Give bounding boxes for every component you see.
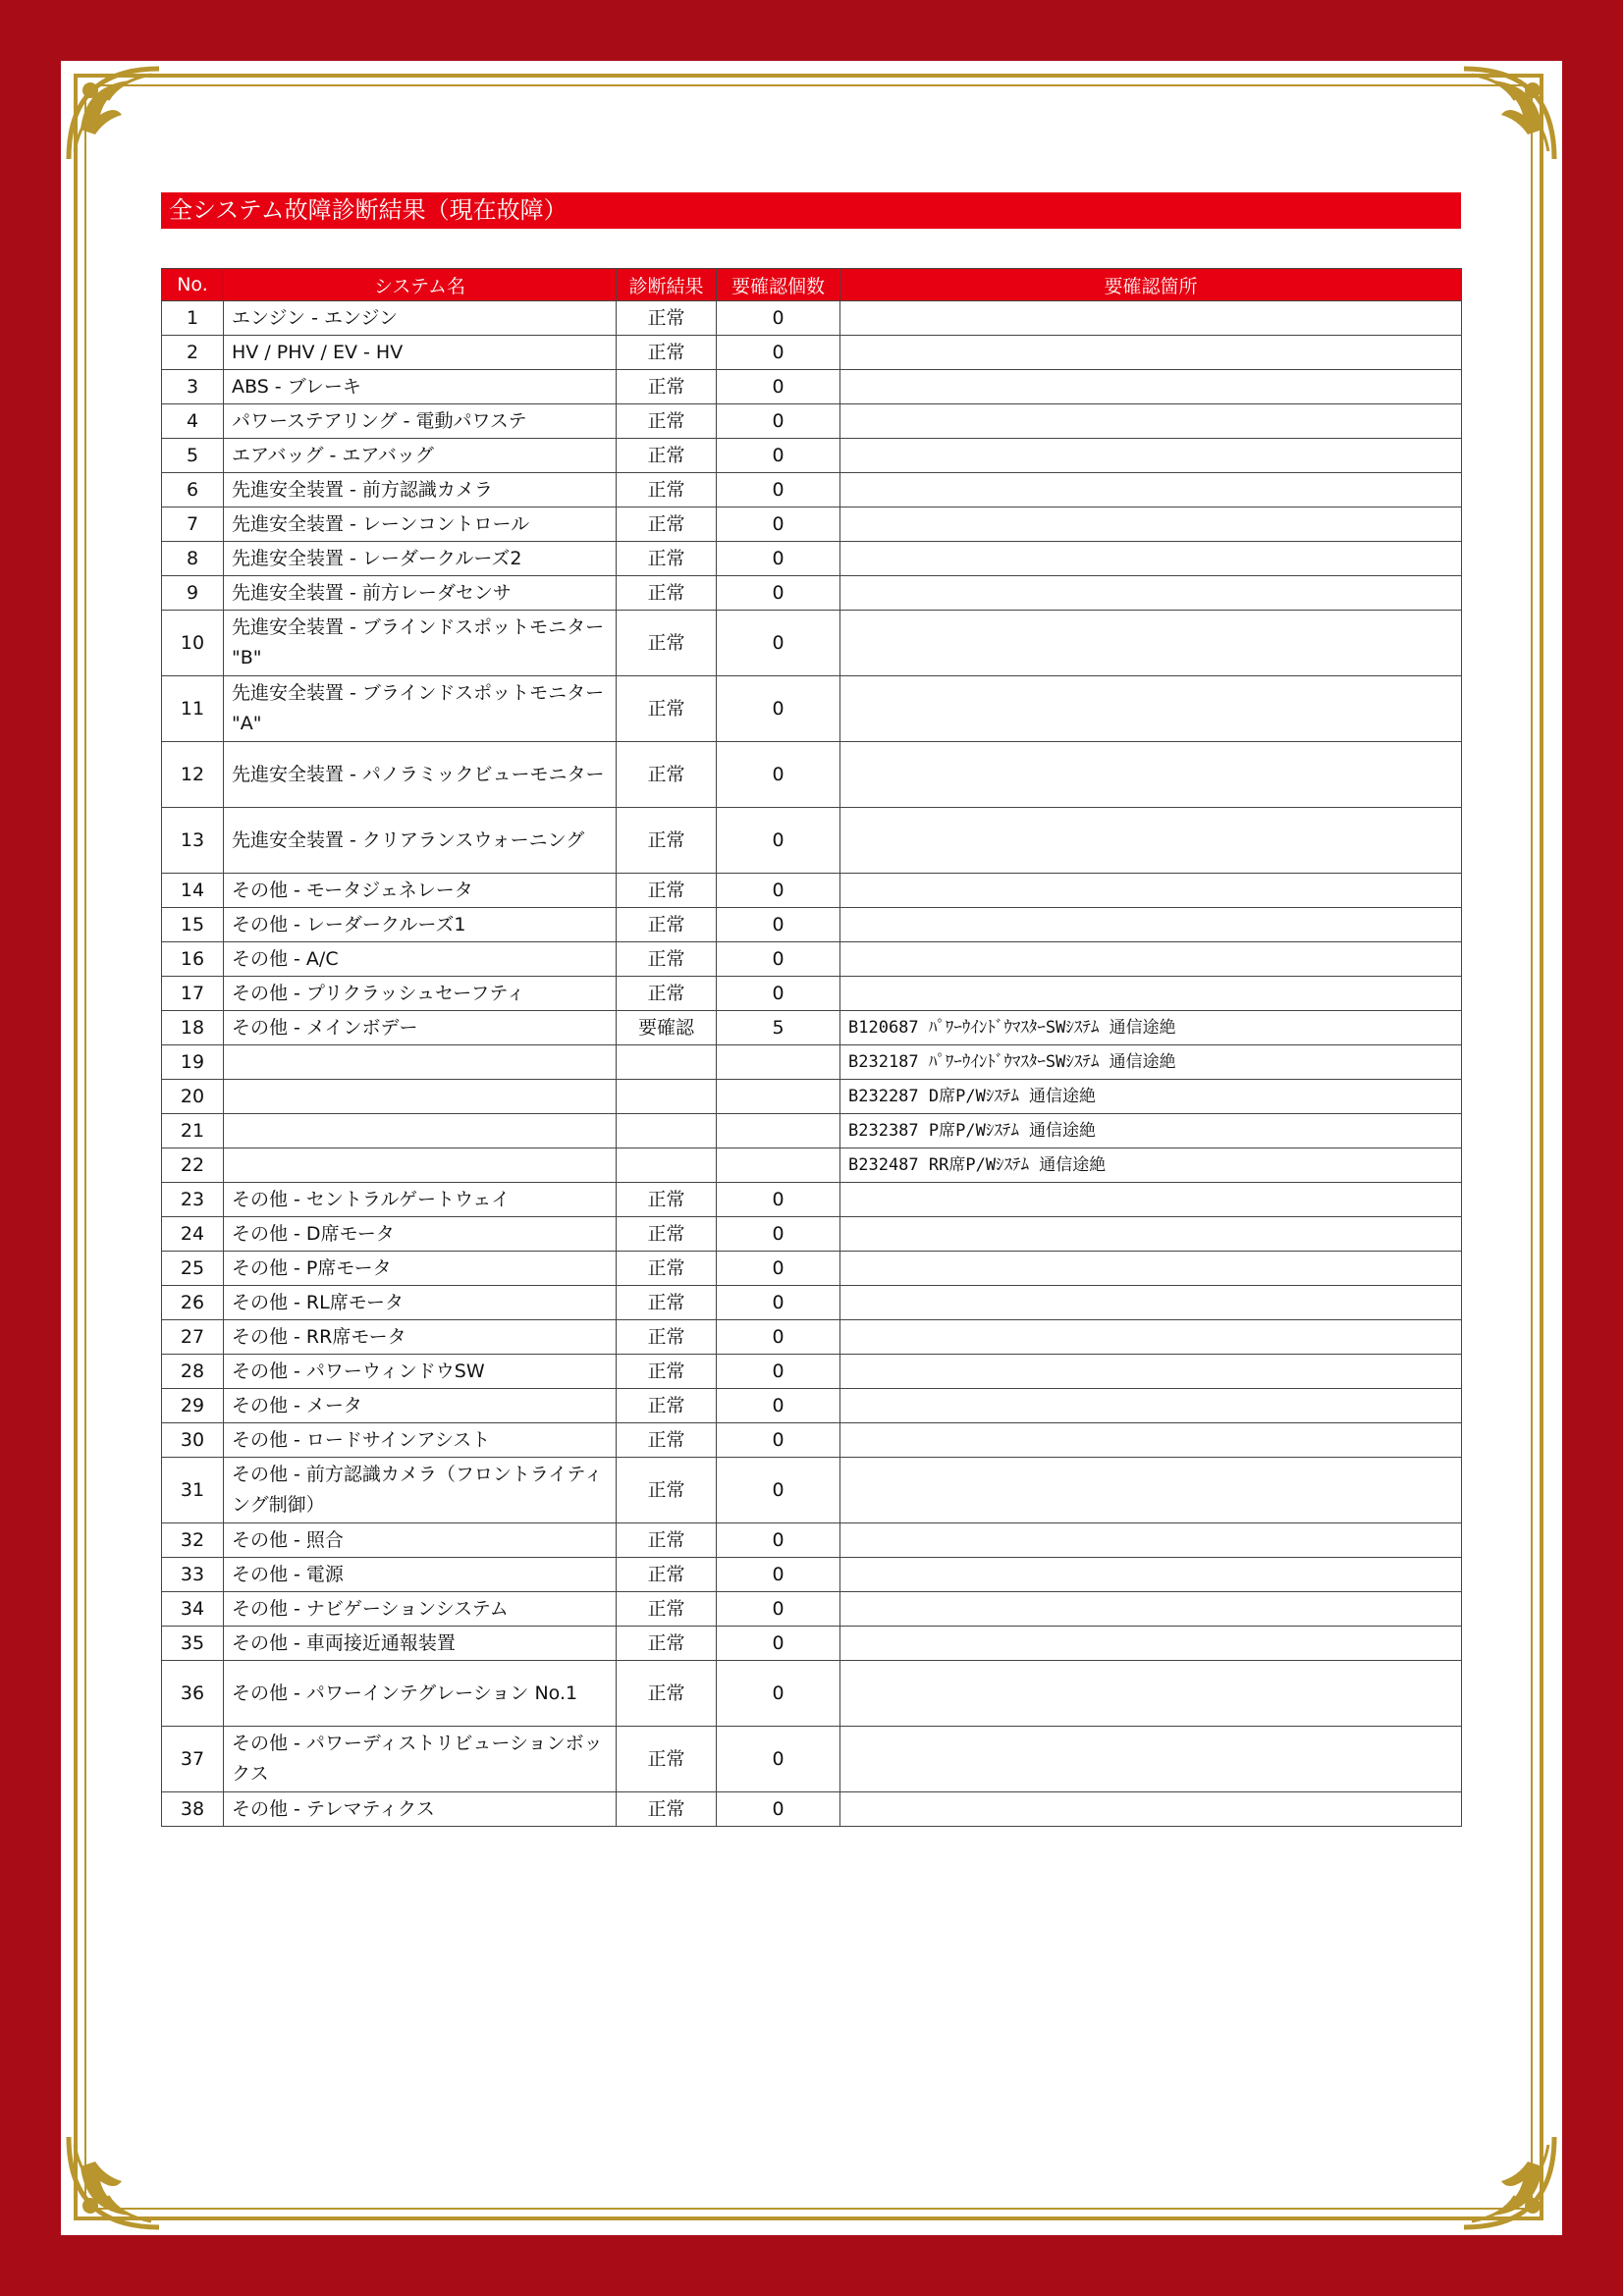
row-system: その他 - RL席モータ — [224, 1286, 617, 1320]
row-system: HV / PHV / EV - HV — [224, 336, 617, 370]
table-row — [162, 1558, 1462, 1592]
row-no: 19 — [162, 1045, 224, 1080]
table-row — [162, 576, 1462, 611]
row-count: 0 — [717, 676, 840, 742]
row-no: 10 — [162, 611, 224, 676]
row-result: 正常 — [617, 301, 717, 336]
row-location — [840, 1183, 1462, 1217]
row-result: 正常 — [617, 439, 717, 473]
corner-ornament-icon — [61, 2127, 169, 2235]
row-location — [840, 1355, 1462, 1389]
row-system: パワーステアリング - 電動パワステ — [224, 404, 617, 439]
row-no: 22 — [162, 1148, 224, 1183]
row-count: 0 — [717, 942, 840, 977]
row-count: 0 — [717, 808, 840, 874]
row-no: 14 — [162, 874, 224, 908]
table-row — [162, 942, 1462, 977]
row-result: 正常 — [617, 576, 717, 611]
row-location — [840, 1320, 1462, 1355]
table-row — [162, 1183, 1462, 1217]
corner-ornament-icon — [1454, 2127, 1562, 2235]
row-location — [840, 611, 1462, 676]
row-system: その他 - テレマティクス — [224, 1792, 617, 1827]
corner-ornament-icon — [1454, 61, 1562, 169]
row-result: 正常 — [617, 404, 717, 439]
row-system: 先進安全装置 - パノラミックビューモニター — [224, 742, 617, 808]
row-count: 0 — [717, 301, 840, 336]
row-location — [840, 336, 1462, 370]
table-row — [162, 404, 1462, 439]
table-row — [162, 1252, 1462, 1286]
table-row — [162, 1148, 1462, 1183]
row-system: 先進安全装置 - ブラインドスポットモニター "B" — [224, 611, 617, 676]
row-result: 正常 — [617, 507, 717, 542]
row-location — [840, 1592, 1462, 1627]
row-result — [617, 1045, 717, 1080]
row-count: 0 — [717, 611, 840, 676]
row-result: 正常 — [617, 908, 717, 942]
row-system: その他 - P席モータ — [224, 1252, 617, 1286]
row-system: その他 - パワーインテグレーション No.1 — [224, 1661, 617, 1727]
row-no: 11 — [162, 676, 224, 742]
table-row — [162, 1523, 1462, 1558]
header-location: 要確認箇所 — [840, 269, 1462, 301]
row-no: 21 — [162, 1114, 224, 1148]
row-count: 0 — [717, 1558, 840, 1592]
row-no: 2 — [162, 336, 224, 370]
table-body — [162, 301, 1462, 1827]
row-count: 0 — [717, 439, 840, 473]
row-no: 25 — [162, 1252, 224, 1286]
table-row — [162, 1011, 1462, 1045]
row-location: B232287 D席P/Wｼｽﾃﾑ 通信途絶 — [840, 1080, 1462, 1114]
row-no: 20 — [162, 1080, 224, 1114]
row-count: 0 — [717, 473, 840, 507]
row-result: 正常 — [617, 1389, 717, 1423]
row-result: 正常 — [617, 370, 717, 404]
row-location — [840, 1661, 1462, 1727]
row-location — [840, 1286, 1462, 1320]
row-system — [224, 1114, 617, 1148]
row-result: 正常 — [617, 1558, 717, 1592]
row-no: 26 — [162, 1286, 224, 1320]
row-location: B232387 P席P/Wｼｽﾃﾑ 通信途絶 — [840, 1114, 1462, 1148]
row-result — [617, 1148, 717, 1183]
row-count: 5 — [717, 1011, 840, 1045]
table-row — [162, 808, 1462, 874]
row-no: 23 — [162, 1183, 224, 1217]
table-row — [162, 1045, 1462, 1080]
row-location — [840, 542, 1462, 576]
table-row — [162, 370, 1462, 404]
row-system: その他 - レーダークルーズ1 — [224, 908, 617, 942]
row-result: 正常 — [617, 942, 717, 977]
row-result: 正常 — [617, 1792, 717, 1827]
row-count: 0 — [717, 1320, 840, 1355]
row-no: 30 — [162, 1423, 224, 1458]
row-count — [717, 1148, 840, 1183]
row-count: 0 — [717, 370, 840, 404]
table-row — [162, 1080, 1462, 1114]
row-count: 0 — [717, 1286, 840, 1320]
row-location — [840, 1389, 1462, 1423]
row-system: エンジン - エンジン — [224, 301, 617, 336]
table-row — [162, 1727, 1462, 1792]
row-result: 正常 — [617, 1523, 717, 1558]
row-system: その他 - メータ — [224, 1389, 617, 1423]
row-count: 0 — [717, 1252, 840, 1286]
row-result: 正常 — [617, 977, 717, 1011]
row-result: 正常 — [617, 473, 717, 507]
row-system: その他 - D席モータ — [224, 1217, 617, 1252]
table-row — [162, 336, 1462, 370]
row-count: 0 — [717, 1592, 840, 1627]
table-row — [162, 977, 1462, 1011]
report-title: 全システム故障診断結果（現在故障） — [161, 192, 1461, 229]
table-row — [162, 1458, 1462, 1523]
row-count: 0 — [717, 1458, 840, 1523]
row-count: 0 — [717, 1183, 840, 1217]
header-result: 診断結果 — [617, 269, 717, 301]
row-result: 正常 — [617, 1320, 717, 1355]
row-count: 0 — [717, 336, 840, 370]
row-no: 5 — [162, 439, 224, 473]
row-result: 正常 — [617, 742, 717, 808]
row-location — [840, 1458, 1462, 1523]
table-row — [162, 1217, 1462, 1252]
row-no: 28 — [162, 1355, 224, 1389]
row-system — [224, 1045, 617, 1080]
row-system: その他 - ロードサインアシスト — [224, 1423, 617, 1458]
row-location — [840, 1627, 1462, 1661]
row-count: 0 — [717, 1423, 840, 1458]
row-system — [224, 1080, 617, 1114]
row-location — [840, 1792, 1462, 1827]
table-row — [162, 611, 1462, 676]
table-row — [162, 1355, 1462, 1389]
row-system: その他 - パワーディストリビューションボックス — [224, 1727, 617, 1792]
row-count: 0 — [717, 1627, 840, 1661]
row-system: 先進安全装置 - 前方レーダセンサ — [224, 576, 617, 611]
row-no: 34 — [162, 1592, 224, 1627]
row-no: 33 — [162, 1558, 224, 1592]
row-result: 正常 — [617, 676, 717, 742]
row-location — [840, 370, 1462, 404]
row-result: 正常 — [617, 1423, 717, 1458]
table-row — [162, 1792, 1462, 1827]
row-system: 先進安全装置 - クリアランスウォーニング — [224, 808, 617, 874]
row-location: B232187 ﾊﾟﾜｰｳｲﾝﾄﾞｳﾏｽﾀｰSWｼｽﾃﾑ 通信途絶 — [840, 1045, 1462, 1080]
row-count: 0 — [717, 1355, 840, 1389]
table-row — [162, 874, 1462, 908]
table-row — [162, 1389, 1462, 1423]
row-system: その他 - RR席モータ — [224, 1320, 617, 1355]
row-result: 正常 — [617, 542, 717, 576]
row-location — [840, 1423, 1462, 1458]
table-row — [162, 1592, 1462, 1627]
row-no: 36 — [162, 1661, 224, 1727]
row-no: 12 — [162, 742, 224, 808]
row-result: 正常 — [617, 808, 717, 874]
row-result: 正常 — [617, 1458, 717, 1523]
row-location — [840, 439, 1462, 473]
row-location — [840, 908, 1462, 942]
header-no: No. — [162, 269, 224, 301]
row-no: 13 — [162, 808, 224, 874]
row-result: 正常 — [617, 1727, 717, 1792]
corner-ornament-icon — [61, 61, 169, 169]
row-location — [840, 942, 1462, 977]
row-location — [840, 742, 1462, 808]
row-count: 0 — [717, 1727, 840, 1792]
row-no: 3 — [162, 370, 224, 404]
row-count: 0 — [717, 1389, 840, 1423]
row-count: 0 — [717, 542, 840, 576]
row-no: 24 — [162, 1217, 224, 1252]
row-count — [717, 1045, 840, 1080]
row-no: 16 — [162, 942, 224, 977]
row-no: 1 — [162, 301, 224, 336]
row-location — [840, 404, 1462, 439]
row-no: 17 — [162, 977, 224, 1011]
row-location: B120687 ﾊﾟﾜｰｳｲﾝﾄﾞｳﾏｽﾀｰSWｼｽﾃﾑ 通信途絶 — [840, 1011, 1462, 1045]
row-location — [840, 1727, 1462, 1792]
row-no: 38 — [162, 1792, 224, 1827]
row-location — [840, 1523, 1462, 1558]
row-count: 0 — [717, 874, 840, 908]
row-location — [840, 977, 1462, 1011]
row-count — [717, 1080, 840, 1114]
row-count: 0 — [717, 977, 840, 1011]
row-result: 正常 — [617, 336, 717, 370]
row-system — [224, 1148, 617, 1183]
row-result — [617, 1114, 717, 1148]
row-count: 0 — [717, 507, 840, 542]
table-row — [162, 1114, 1462, 1148]
table-row — [162, 542, 1462, 576]
header-count: 要確認個数 — [717, 269, 840, 301]
row-no: 29 — [162, 1389, 224, 1423]
header-system: システム名 — [224, 269, 617, 301]
row-no: 35 — [162, 1627, 224, 1661]
row-result: 要確認 — [617, 1011, 717, 1045]
row-result: 正常 — [617, 611, 717, 676]
row-system: 先進安全装置 - レーンコントロール — [224, 507, 617, 542]
row-result: 正常 — [617, 1592, 717, 1627]
row-system: その他 - 車両接近通報装置 — [224, 1627, 617, 1661]
row-no: 6 — [162, 473, 224, 507]
table-row — [162, 742, 1462, 808]
row-system: 先進安全装置 - ブラインドスポットモニター "A" — [224, 676, 617, 742]
row-system: その他 - セントラルゲートウェイ — [224, 1183, 617, 1217]
row-no: 37 — [162, 1727, 224, 1792]
row-no: 4 — [162, 404, 224, 439]
table-row — [162, 1423, 1462, 1458]
diagnosis-table — [161, 268, 1462, 1827]
table-row — [162, 908, 1462, 942]
table-row — [162, 1320, 1462, 1355]
row-count: 0 — [717, 908, 840, 942]
row-count: 0 — [717, 1661, 840, 1727]
table-row — [162, 1286, 1462, 1320]
row-system: その他 - ナビゲーションシステム — [224, 1592, 617, 1627]
row-result: 正常 — [617, 1661, 717, 1727]
table-row — [162, 676, 1462, 742]
table-row — [162, 439, 1462, 473]
table-row — [162, 301, 1462, 336]
row-count: 0 — [717, 404, 840, 439]
row-count: 0 — [717, 1217, 840, 1252]
row-count: 0 — [717, 576, 840, 611]
row-location — [840, 808, 1462, 874]
row-location — [840, 1558, 1462, 1592]
row-location — [840, 676, 1462, 742]
row-system: その他 - メインボデー — [224, 1011, 617, 1045]
row-system: エアバッグ - エアバッグ — [224, 439, 617, 473]
row-system: 先進安全装置 - レーダークルーズ2 — [224, 542, 617, 576]
table-row — [162, 1661, 1462, 1727]
table-header-row — [162, 269, 1462, 301]
table-row — [162, 473, 1462, 507]
row-system: ABS - ブレーキ — [224, 370, 617, 404]
row-no: 8 — [162, 542, 224, 576]
row-system: その他 - プリクラッシュセーフティ — [224, 977, 617, 1011]
row-system: その他 - A/C — [224, 942, 617, 977]
row-system: その他 - 電源 — [224, 1558, 617, 1592]
row-result: 正常 — [617, 1183, 717, 1217]
row-location — [840, 507, 1462, 542]
row-location — [840, 473, 1462, 507]
row-system: その他 - 前方認識カメラ（フロントライティング制御） — [224, 1458, 617, 1523]
row-no: 7 — [162, 507, 224, 542]
row-location: B232487 RR席P/Wｼｽﾃﾑ 通信途絶 — [840, 1148, 1462, 1183]
row-result: 正常 — [617, 1627, 717, 1661]
row-count: 0 — [717, 742, 840, 808]
row-system: その他 - パワーウィンドウSW — [224, 1355, 617, 1389]
row-location — [840, 301, 1462, 336]
row-system: その他 - 照合 — [224, 1523, 617, 1558]
row-result — [617, 1080, 717, 1114]
table-row — [162, 507, 1462, 542]
row-count: 0 — [717, 1523, 840, 1558]
row-result: 正常 — [617, 1217, 717, 1252]
table-row — [162, 1627, 1462, 1661]
row-count — [717, 1114, 840, 1148]
row-location — [840, 874, 1462, 908]
row-no: 32 — [162, 1523, 224, 1558]
row-count: 0 — [717, 1792, 840, 1827]
row-system: その他 - モータジェネレータ — [224, 874, 617, 908]
row-no: 9 — [162, 576, 224, 611]
row-no: 27 — [162, 1320, 224, 1355]
row-location — [840, 576, 1462, 611]
row-system: 先進安全装置 - 前方認識カメラ — [224, 473, 617, 507]
row-location — [840, 1252, 1462, 1286]
row-result: 正常 — [617, 1252, 717, 1286]
row-result: 正常 — [617, 1355, 717, 1389]
row-location — [840, 1217, 1462, 1252]
row-result: 正常 — [617, 1286, 717, 1320]
row-no: 15 — [162, 908, 224, 942]
row-no: 31 — [162, 1458, 224, 1523]
row-result: 正常 — [617, 874, 717, 908]
row-no: 18 — [162, 1011, 224, 1045]
